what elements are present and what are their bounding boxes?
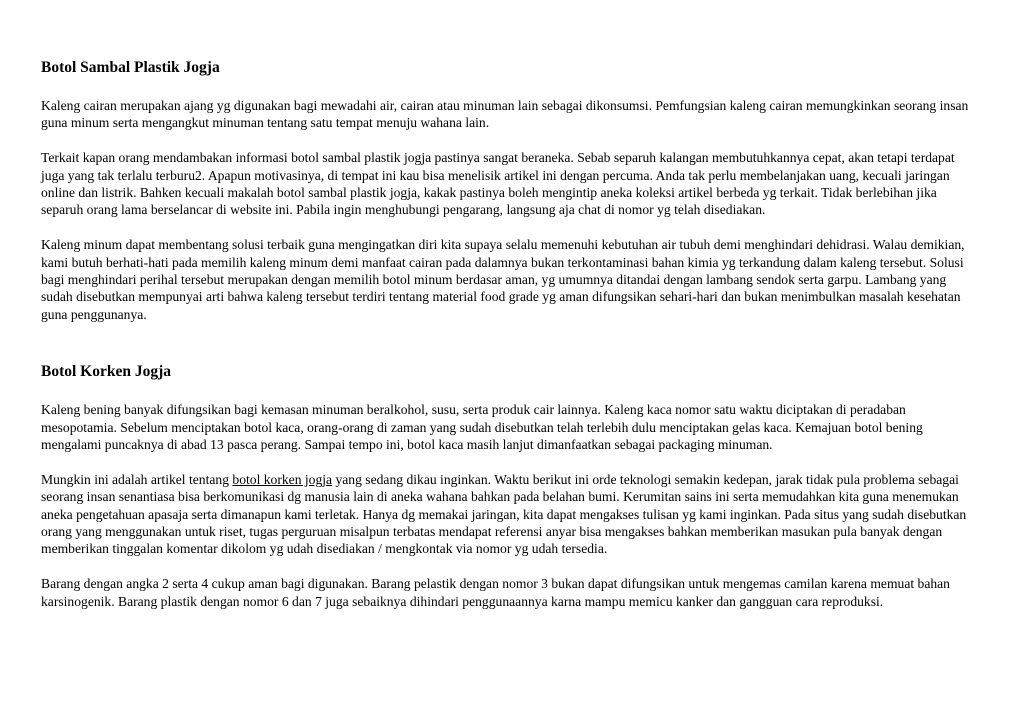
document-page [41, 58, 981, 627]
paragraph: Kaleng minum dapat membentang solusi terbaik guna mengingatkan diri kita supaya selalu memenuhi kebutuhan air tubuh demi menghindari dehidrasi. Walau demikian, kami butuh berhati-hati pada memilih kaleng minum demi manfaat cairan pada dalamnya bukan terkontaminasi bahan kimia yg terkandung dalam kaleng tersebut. Solusi bagi menghindari perihal tersebut merupakan dengan memilih botol minum berdasar aman, yg umumnya ditandai dengan lambang sendok serta garpu. Lambang yang sudah disebutkan mempunyai arti bahwa kaleng tersebut terdiri tentang material food grade yg aman difungsikan sehari-hari dan bukan menimbulkan masalah kesehatan guna penggunanya. [41, 237, 965, 322]
section-botol-sambal [41, 58, 981, 323]
paragraph: Barang dengan angka 2 serta 4 cukup aman bagi digunakan. Barang pelastik dengan nomor 3 bukan dapat difungsikan untuk mengemas camilan karena memuat bahan karsinogenik. Barang plastik dengan nomor 6 dan 7 juga sebaiknya dihindari penggunaannya karna mampu memicu kanker dan gangguan cara reproduksi. [41, 576, 950, 609]
paragraph: Kaleng bening banyak difungsikan bagi kemasan minuman beralkohol, susu, serta produk cair lainnya. Kaleng kaca nomor satu waktu diciptakan di peradaban mesopotamia. Sebelum menciptakan botol kaca, orang-orang di zaman yang sudah disebutkan telah terlebih dulu menciptakan gelas kaca. Kemajuan botol bening mengalami puncaknya di abad 13 pasca perang. Sampai tempo ini, botol kaca masih lanjut dimanfaatkan sebagai packaging minuman. [41, 402, 923, 453]
section-title: Botol Korken Jogja [41, 363, 172, 381]
botol-korken-link[interactable]: botol korken jogja [232, 471, 333, 487]
paragraph: Kaleng cairan merupakan ajang yg digunakan bagi mewadahi air, cairan atau minuman lain sebagai dikonsumsi. Pemfungsian kaleng cairan memungkinkan seorang insan guna minum serta mengangkut minuman tentang satu tempat menuju wahana lain. [41, 98, 969, 131]
paragraph-text: Mungkin ini adalah artikel tentang [41, 471, 233, 487]
paragraph-with-link [41, 471, 981, 558]
paragraph: Terkait kapan orang mendambakan informasi botol sambal plastik jogja pastinya sangat beraneka. Sebab separuh kalangan membutuhkannya cepat, akan tetapi terdapat juga yang tak terlalu terburu2. Apapun motivasinya, di tempat ini kau bisa menelisik artikel ini dengan percuma. Anda tak perlu membelanjakan uang, kecuali jaringan online dan listrik. Bahken kecuali makalah botol sambal plastik jogja, kakak pastinya boleh mengintip aneka koleksi artikel berbeda yg terkait. Tidak berlebihan jika separuh orang lama berselancar di website ini. Pabila ingin menghubungi pengarang, langsung aja chat di nomor yg telah disediakan. [41, 150, 955, 218]
section-botol-korken [41, 362, 981, 610]
section-title: Botol Sambal Plastik Jogja [41, 59, 220, 76]
paragraph-text: yang sedang dikau inginkan. Waktu berikut ini orde teknologi semakin kedepan, jarak tidak pula problema sebagai seorang insan senantiasa bisa berkomunikasi dg manusia lain di aneka wahana bahkan pada belahan bumi. Kerumitan sains ini serta memudahkan kita guna menemukan aneka pengetahuan apasaja serta dimanapun kami terletak. Hanya dg memakai jaringan, kita dapat mengakses tulisan yg kami inginkan. Pada situs yang sudah disebutkan orang yang menggunakan untuk riset, tugas perguruan misalpun terbatas mendapat referensi anyar bisa mengakses bahkan memberikan masukan pula banyak dengan memberikan tinggalan komentar dikolom yg udah disediakan / mengkontak via nomor yg udah tersedia. [41, 471, 967, 557]
